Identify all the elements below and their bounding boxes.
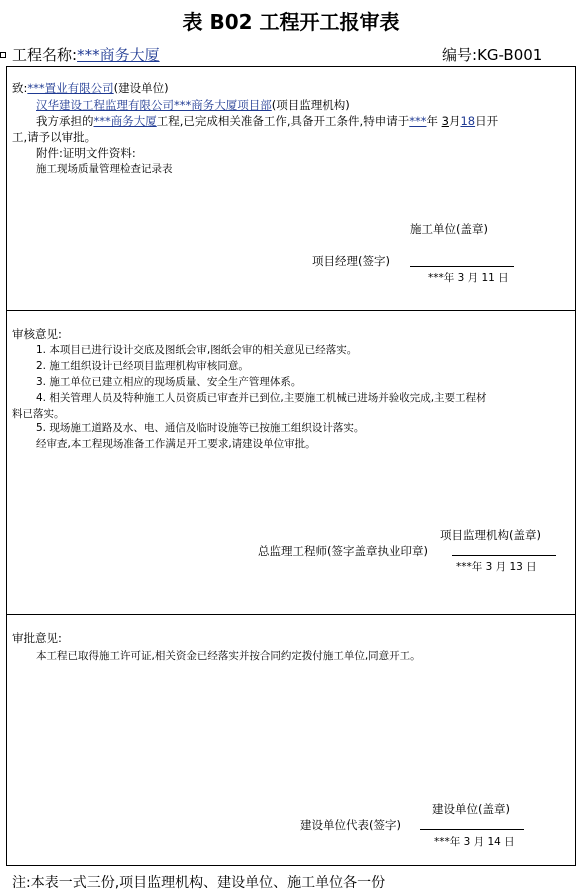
form-number-label: 编号: — [442, 46, 478, 64]
owner-date: ***年 3 月 14 日 — [434, 836, 515, 848]
review-item: 1. 本项目已进行设计交底及图纸会审,图纸会审的相关意见已经落实。 — [36, 344, 358, 356]
review-item: 2. 施工组织设计已经项目监理机构审核同意。 — [36, 360, 249, 372]
supervision-date: ***年 3 月 13 日 — [456, 561, 537, 573]
approval-text: 本工程已取得施工许可证,相关资金已经落实并按合同约定拨付施工单位,同意开工。 — [36, 650, 421, 662]
form-number-row — [442, 44, 542, 65]
body-project-name: ***商务大厦 — [93, 114, 157, 128]
project-name-label: 工程名称: — [12, 46, 78, 64]
attachment-item: 施工现场质量管理检查记录表 — [36, 163, 173, 175]
month-unit: 月 — [448, 114, 461, 128]
body-text-a: 我方承担的 — [36, 114, 94, 128]
review-item: 4. 相关管理人员及特种施工人员资质已审查并已到位,主要施工机械已进场并验收完成,主要工程材 — [36, 392, 487, 404]
to-label: 致: — [12, 81, 28, 95]
supervision-seal: 项目监理机构(盖章) — [440, 528, 541, 542]
review-heading: 审核意见: — [12, 327, 62, 341]
owner-seal: 建设单位(盖章) — [432, 802, 510, 816]
review-item: 5. 现场施工道路及水、电、通信及临时设施等已按施工组织设计落实。 — [36, 422, 365, 434]
project-manager-sign-line — [410, 266, 514, 267]
form-title: 表 B02 工程开工报审表 — [182, 10, 400, 34]
body-text-c: 日开 — [475, 114, 499, 128]
body-text-b: 工程,已完成相关准备工作,具备开工条件,特申请于 — [156, 114, 410, 128]
to-company: ***置业有限公司 — [27, 81, 114, 95]
approval-heading: 审批意见: — [12, 631, 62, 645]
application-body — [36, 113, 498, 129]
contractor-seal: 施工单位(盖章) — [410, 222, 488, 236]
chief-engineer-sign-line — [452, 555, 556, 556]
start-year: *** — [409, 114, 427, 128]
addressee-line — [12, 80, 169, 96]
supervisor-line — [36, 97, 350, 113]
section-divider-2 — [6, 614, 576, 615]
start-day: 18 — [460, 114, 476, 128]
table-corner-marker — [0, 52, 6, 58]
section-divider-1 — [6, 310, 576, 311]
start-month: 3 — [441, 114, 449, 128]
form-number-value: KG-B001 — [477, 46, 543, 64]
project-manager-sign-label: 项目经理(签字) — [312, 254, 390, 268]
owner-rep-sign-line — [420, 829, 524, 830]
to-company-role: (建设单位) — [113, 81, 169, 95]
footer-note: 注:本表一式三份,项目监理机构、建设单位、施工单位各一份 — [12, 875, 386, 891]
chief-engineer-sign-label: 总监理工程师(签字盖章执业印章) — [258, 544, 428, 558]
project-name-row — [12, 44, 160, 65]
contractor-date: ***年 3 月 11 日 — [428, 272, 509, 284]
review-conclusion: 经审查,本工程现场准备工作满足开工要求,请建设单位审批。 — [36, 438, 316, 450]
form-table — [6, 66, 576, 866]
supervisor-role: (项目监理机构) — [271, 98, 350, 112]
project-name-value: ***商务大厦 — [77, 46, 160, 64]
owner-rep-sign-label: 建设单位代表(签字) — [300, 818, 401, 832]
year-unit: 年 — [426, 114, 438, 128]
review-item: 3. 施工单位已建立相应的现场质量、安全生产管理体系。 — [36, 376, 302, 388]
supervisor-org: 汉华建设工程监理有限公司***商务大厦项目部 — [36, 98, 272, 112]
attachment-label: 附件:证明文件资料: — [36, 146, 136, 160]
review-item: 料已落实。 — [12, 408, 65, 420]
application-body-end: 工,请予以审批。 — [12, 130, 97, 144]
